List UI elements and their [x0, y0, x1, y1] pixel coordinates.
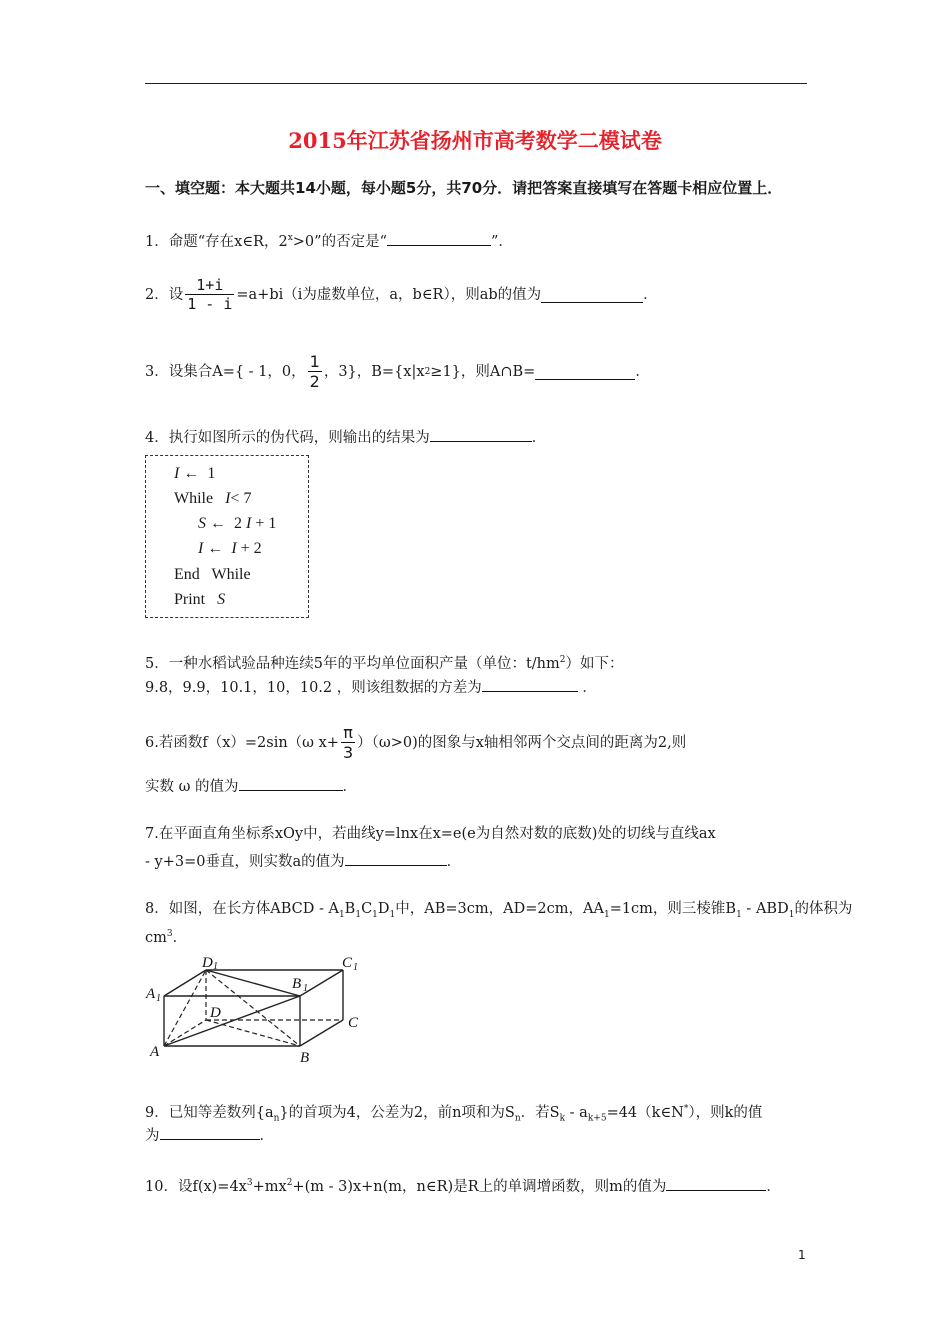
code-line-4: I ← I + 2: [198, 540, 262, 557]
q2-numerator: 1+i: [196, 276, 224, 294]
cuboid-figure: [140, 950, 370, 1068]
question-5-line-2: [145, 676, 597, 698]
q2-text-post: =a+bi（i为虚数单位，a，b∈R），则ab的值为: [236, 286, 542, 303]
q1-text: 1．命题“存在x∈R，2: [145, 233, 288, 250]
question-7-line-2: [145, 850, 461, 872]
label-C: C: [348, 1015, 359, 1031]
q1-answer-blank[interactable]: [387, 230, 491, 246]
svg-text:1: 1: [353, 962, 358, 973]
q3-sup: 2: [424, 366, 431, 377]
svg-text:1: 1: [213, 961, 218, 972]
question-2: [145, 276, 658, 313]
section-heading: 一、填空题：本大题共14小题，每小题5分，共70分．请把答案直接填写在答题卡相应位置上．: [145, 179, 783, 197]
q2-text-end: ．: [643, 286, 658, 303]
q4-answer-blank[interactable]: [430, 426, 532, 442]
question-6-line-1: [145, 723, 686, 762]
q2-fraction: [185, 276, 234, 313]
q6-denominator: 3: [342, 743, 354, 762]
q1-text-end: ”．: [490, 233, 513, 250]
code-line-5: End While: [174, 566, 251, 583]
q3-numerator: 1: [309, 352, 320, 371]
q5-answer-blank[interactable]: [482, 676, 578, 692]
question-1: [145, 228, 513, 252]
question-10: 10．设$f(x)=4x^3+mx^2+(m - 3)x+n(m$，n∈R)是R上的单调增函数，则m的值为 ．: [145, 1173, 781, 1197]
q6-end: ．: [342, 779, 358, 795]
q6-line2: 实数 ω 的值为: [145, 779, 239, 795]
q3-text-end: ．: [635, 363, 650, 380]
question-7-line-1: 7.在平面直角坐标系xOy中，若曲线y=lnx在x=e(e为自然对数的底数)处的切线与直线ax: [145, 826, 716, 842]
question-4: [145, 426, 546, 448]
q3-text: 3．设集合A={ - 1，0，: [145, 363, 306, 380]
pseudocode-box: [145, 455, 309, 618]
q2-text: 2．设: [145, 286, 184, 303]
code-line-6: Print S: [174, 591, 226, 608]
q3-answer-blank[interactable]: [535, 364, 635, 380]
q5-text-end: ）如下：: [565, 655, 624, 672]
q6-fraction: [341, 723, 355, 762]
q7-line2: - y+3=0垂直，则实数a的值为: [145, 854, 345, 870]
q4-text-end: ．: [531, 430, 547, 446]
q3-denominator: 2: [309, 372, 320, 391]
page-number: 1: [798, 1248, 806, 1262]
q5-data: 9.8，9.9，10.1，10，10.2 ，则该组数据的方差为: [145, 680, 482, 696]
q3-text-post: ≥1}，则A∩B=: [430, 363, 536, 380]
code-line-3: S ← 2 I + 1: [198, 515, 277, 532]
header-rule: [145, 83, 807, 84]
question-5-line-1: [145, 650, 623, 674]
question-6-line-2: [145, 775, 357, 797]
q1-sup: x: [287, 233, 293, 243]
label-D1: D: [202, 955, 213, 971]
page-title: 2015年江苏省扬州市高考数学二模试卷: [288, 128, 662, 153]
question-8-line-2: $cm^3$．: [145, 929, 188, 946]
q6-numerator: π: [343, 723, 353, 742]
label-A: A: [150, 1044, 160, 1060]
label-B: B: [300, 1050, 310, 1066]
q3-text-mid: ，3}，B={x|x: [323, 363, 425, 380]
label-C1: C: [342, 955, 353, 971]
label-B1: B: [292, 976, 302, 992]
label-A1: A: [146, 986, 156, 1002]
q10-answer-blank[interactable]: [666, 1175, 766, 1191]
q5-end: ．: [582, 680, 597, 696]
q5-text: 5．一种水稻试验品种连续5年的平均单位面积产量（单位：t/hm: [145, 655, 560, 672]
svg-text:1: 1: [156, 993, 161, 1004]
question-3: [145, 352, 650, 391]
question-8-line-1: 8．如图，在长方体ABCD - $A_1B_1C_1D_1$中，AB=3cm，AD=2cm，$AA_1=1cm$，则三棱锥$B_1 - ABD_1$的体积为: [145, 901, 853, 920]
question-9-line-2: 为 ．: [145, 1124, 274, 1146]
q2-denominator: 1 - i: [187, 295, 233, 313]
q5-sup: 2: [559, 655, 566, 665]
q2-answer-blank[interactable]: [541, 287, 643, 303]
q7-end: ．: [446, 854, 462, 870]
q4-text: 4．执行如图所示的伪代码，则输出的结果为: [145, 430, 430, 446]
q9-answer-blank[interactable]: [160, 1124, 260, 1140]
code-line-1: I ← 1: [174, 465, 216, 482]
label-D: D: [210, 1005, 221, 1021]
q3-fraction: [308, 352, 322, 391]
q6-text-post: ）（ω>0)的图象与x轴相邻两个交点间的距离为2,则: [357, 734, 687, 751]
q1-text-mid: >0”的否定是“: [292, 233, 387, 250]
q7-answer-blank[interactable]: [345, 850, 447, 866]
question-9-line-1: 9．已知等差数列$\{a_n\}$的首项为4，公差为2，前n项和为$S_n$．若$S_k$ - $a_{k+5}=44(k\in N^*)$，则k的值: [145, 1104, 763, 1124]
code-line-2: While I< 7: [174, 490, 252, 507]
q6-answer-blank[interactable]: [239, 775, 343, 791]
q6-text: 6.若函数f（x）=2sin（ω x+: [145, 734, 339, 751]
svg-text:1: 1: [303, 983, 308, 994]
